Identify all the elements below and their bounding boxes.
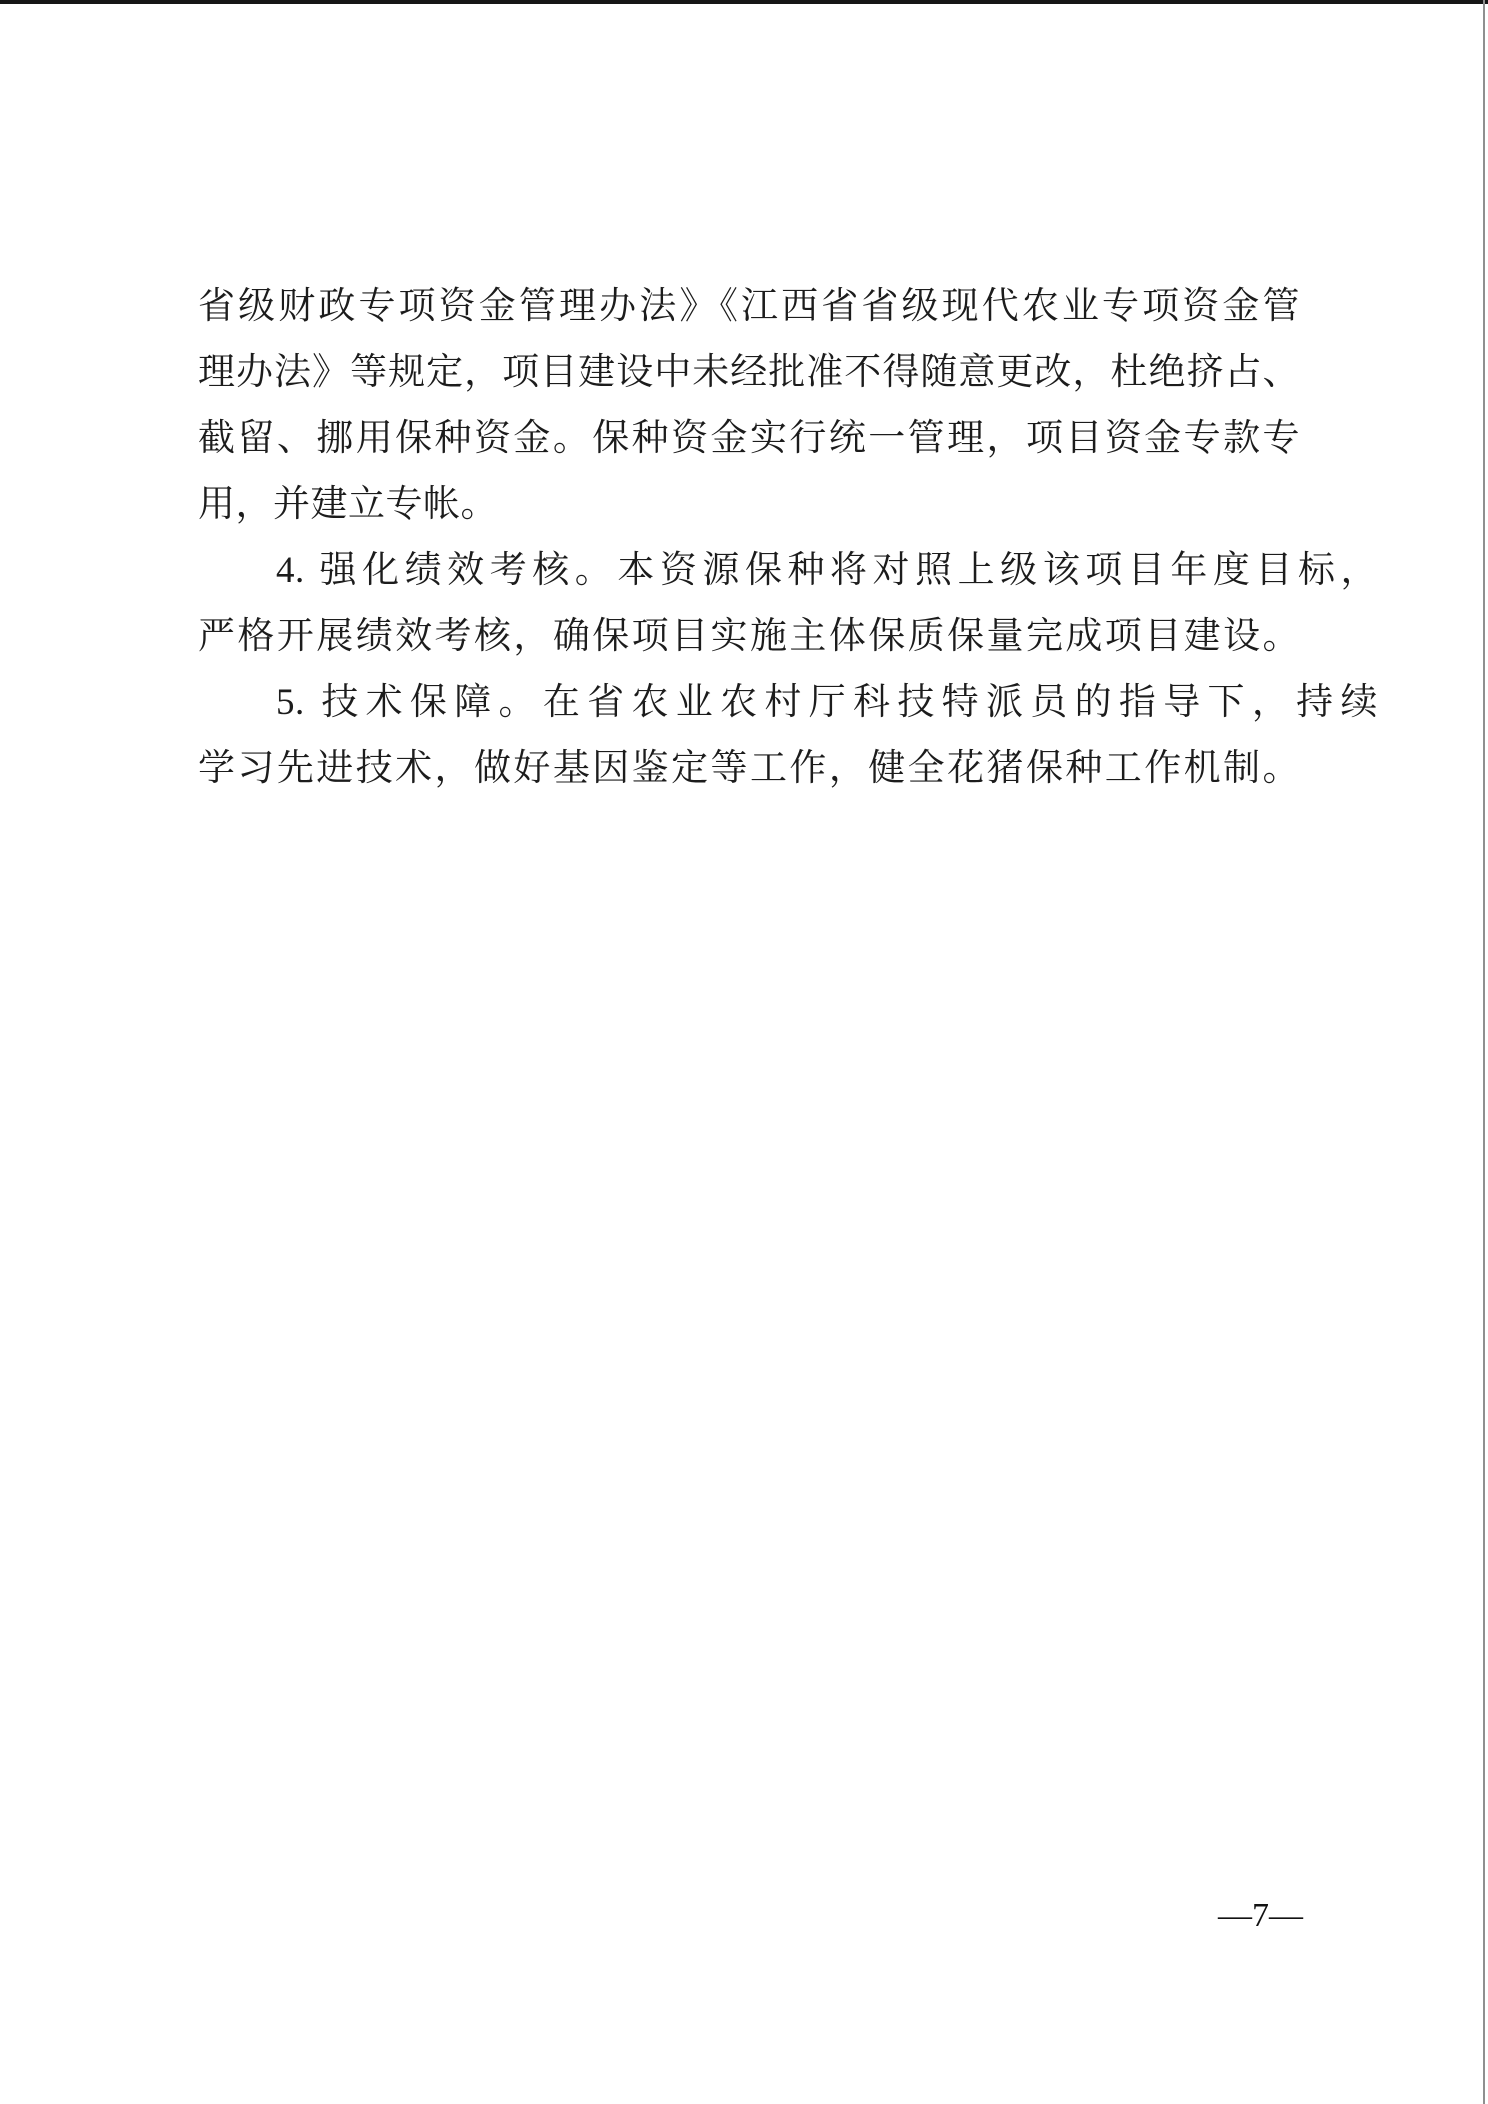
text-line: 4. 强化绩效考核。本资源保种将对照上级该项目年度目标， xyxy=(276,550,1378,591)
text-line: 严格开展绩效考核，确保项目实施主体保质保量完成项目建设。 xyxy=(198,616,1300,657)
body-text xyxy=(198,274,1378,802)
text-line: 用，并建立专帐。 xyxy=(198,484,498,525)
text-line: 截留、挪用保种资金。保种资金实行统一管理，项目资金专款专 xyxy=(198,418,1300,459)
text-line: 5. 技术保障。在省农业农村厅科技特派员的指导下，持续 xyxy=(276,682,1378,723)
scan-right-edge xyxy=(1483,0,1485,2104)
text-line: 理办法》等规定，项目建设中未经批准不得随意更改，杜绝挤占、 xyxy=(198,352,1300,393)
text-line: 学习先进技术，做好基因鉴定等工作，健全花猪保种工作机制。 xyxy=(198,748,1300,789)
scan-top-border xyxy=(0,0,1488,4)
page-number: —7— xyxy=(1218,1897,1303,1934)
text-line: 省级财政专项资金管理办法》《江西省省级现代农业专项资金管 xyxy=(198,286,1300,327)
